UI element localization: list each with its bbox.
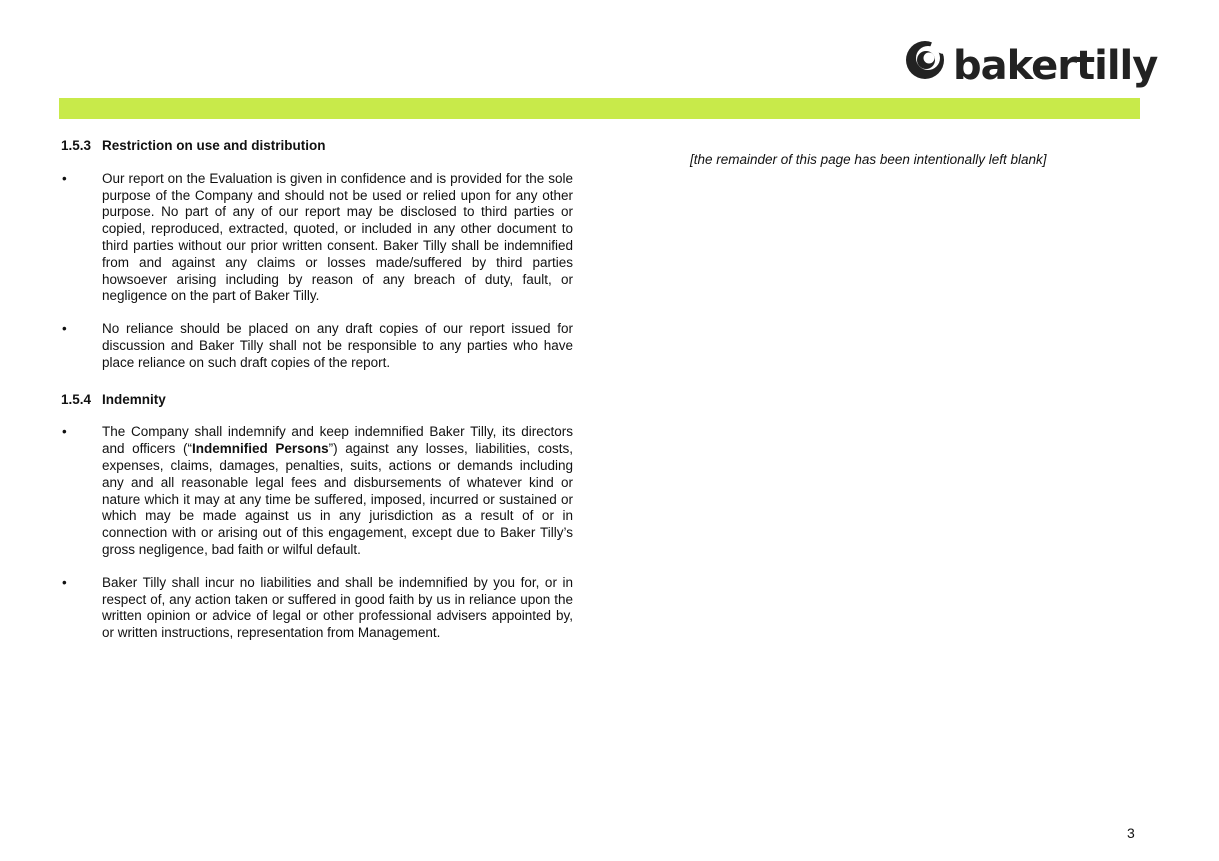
baker-tilly-logo bbox=[905, 38, 1158, 100]
page-number: 3 bbox=[1127, 825, 1135, 841]
section-heading-restriction bbox=[61, 138, 573, 155]
bullet-text-part: ”) against any losses, liabilities, costs, expenses, claims, damages, penalties, suits, actions or demands including any and all reasonable legal fees and disbursements of whatever kind or nature which it may at any time be suffered, imposed, incurred or sustained or which may be made against us in any jurisdiction as a result of or in connection with or arising out of this engagement, except due to Baker Tilly’s gross negligence, bad faith or wilful default. bbox=[102, 441, 573, 557]
section-heading-indemnity bbox=[61, 392, 573, 409]
section-number: 1.5.4 bbox=[61, 391, 92, 407]
baker-tilly-swirl-icon bbox=[905, 40, 945, 80]
bullet-marker: • bbox=[62, 170, 67, 186]
bullet-text: Baker Tilly shall incur no liabilities and shall be indemnified by you for, or in respect of, any action taken or suffered in good faith by us in reliance upon the written opinion or advice of legal or other professional advisers appointed by, or written instructions, representation from Management. bbox=[102, 574, 573, 641]
main-content bbox=[61, 138, 573, 642]
bullet-marker: • bbox=[62, 574, 67, 590]
bullet-text-part: The Company shall indemnify and keep indemnified Baker Tilly, its directors and officers (“ bbox=[102, 424, 573, 457]
bullet-text: No reliance should be placed on any draft copies of our report issued for discussion and Baker Tilly shall not be responsible to any parties who have place reliance on such draft copies of the report. bbox=[102, 321, 573, 370]
logo-wordmark: bakertilly bbox=[953, 43, 1158, 89]
list-item bbox=[61, 424, 573, 558]
list-item bbox=[61, 171, 573, 305]
bullet-text bbox=[102, 424, 573, 558]
section-number: 1.5.3 bbox=[61, 138, 92, 153]
bullet-marker: • bbox=[62, 321, 67, 337]
list-item bbox=[61, 321, 573, 371]
bullet-marker: • bbox=[62, 424, 67, 440]
bullet-text: Our report on the Evaluation is given in confidence and is provided for the sole purpose of the Company and should not be used or relied upon for any other purpose. No part of any of our report may be disclosed to third parties or copied, reproduced, extracted, quoted, or included in any other document to third parties without our prior written consent. Baker Tilly shall be indemnified from and against any claims or losses made/suffered by third parties howsoever arising including by reason of any breach of duty, fault, or negligence on the part of Baker Tilly. bbox=[102, 170, 573, 304]
blank-page-note: [the remainder of this page has been intentionally left blank] bbox=[690, 152, 1047, 167]
section-title: Indemnity bbox=[102, 391, 166, 407]
header-band bbox=[59, 98, 1140, 119]
section-title: Restriction on use and distribution bbox=[102, 138, 326, 153]
defined-term: Indemnified Persons bbox=[192, 441, 329, 457]
list-item bbox=[61, 575, 573, 642]
